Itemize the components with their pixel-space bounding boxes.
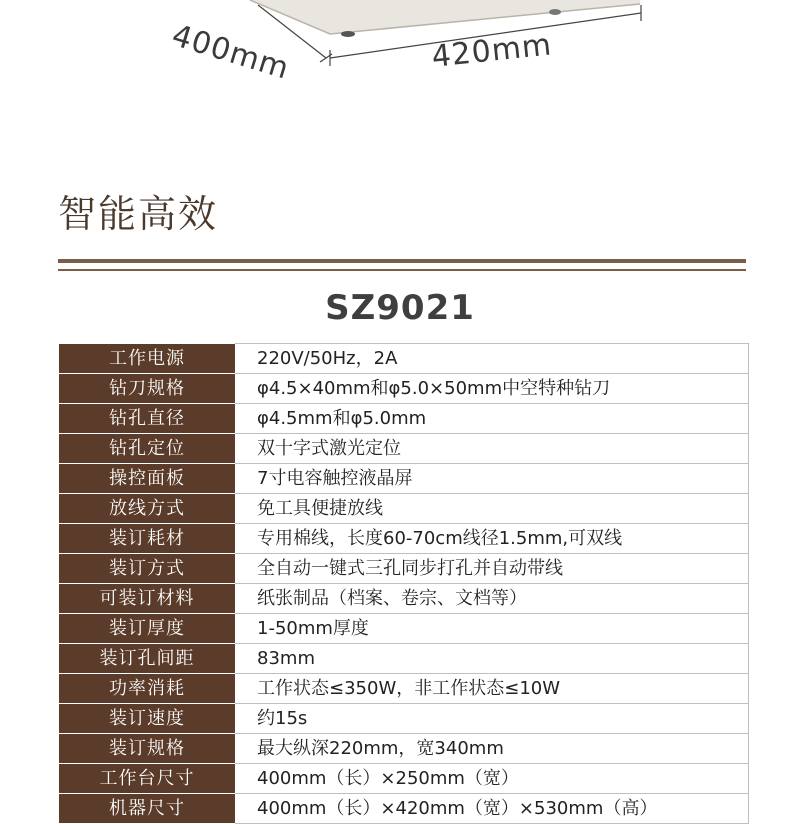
spec-value: 最大纵深220mm，宽340mm (235, 734, 748, 764)
spec-value: 约15s (235, 704, 748, 734)
spec-value: 全自动一键式三孔同步打孔并自动带线 (235, 554, 748, 584)
product-foot (341, 31, 355, 37)
table-row (59, 404, 748, 434)
model-number: SZ9021 (325, 288, 475, 328)
table-row (59, 614, 748, 644)
spec-key: 钻孔直径 (59, 404, 235, 434)
table-row (59, 344, 748, 374)
spec-value: 专用棉线，长度60-70cm线径1.5mm,可双线 (235, 524, 748, 554)
spec-key: 钻孔定位 (59, 434, 235, 464)
spec-value: 工作状态≤350W，非工作状态≤10W (235, 674, 748, 704)
spec-value: 1-50mm厚度 (235, 614, 748, 644)
table-row (59, 674, 748, 704)
spec-value: 400mm（长）×420mm（宽）×530mm（高） (235, 794, 748, 824)
table-row (59, 734, 748, 764)
width-dimension-label: 420mm (430, 27, 554, 75)
table-row (59, 494, 748, 524)
product-base (250, 0, 640, 34)
spec-table (59, 343, 749, 824)
spec-key: 机器尺寸 (59, 794, 235, 824)
spec-key: 钻刀规格 (59, 374, 235, 404)
table-row (59, 434, 748, 464)
dimension-drawing (0, 0, 790, 100)
divider-thick (58, 259, 746, 263)
table-row (59, 554, 748, 584)
spec-key: 装订厚度 (59, 614, 235, 644)
spec-key: 可装订材料 (59, 584, 235, 614)
product-foot (549, 9, 561, 15)
spec-key: 装订速度 (59, 704, 235, 734)
table-row (59, 464, 748, 494)
spec-key: 功率消耗 (59, 674, 235, 704)
spec-key: 装订耗材 (59, 524, 235, 554)
spec-key: 工作电源 (59, 344, 235, 374)
spec-key: 放线方式 (59, 494, 235, 524)
table-row (59, 584, 748, 614)
spec-value: 220V/50Hz，2A (235, 344, 748, 374)
table-row (59, 794, 748, 824)
table-row (59, 764, 748, 794)
spec-key: 装订孔间距 (59, 644, 235, 674)
divider-thin (58, 269, 746, 271)
table-row (59, 374, 748, 404)
spec-value: φ4.5×40mm和φ5.0×50mm中空特种钻刀 (235, 374, 748, 404)
spec-value: 400mm（长）×250mm（宽） (235, 764, 748, 794)
spec-value: φ4.5mm和φ5.0mm (235, 404, 748, 434)
table-row (59, 704, 748, 734)
spec-key: 操控面板 (59, 464, 235, 494)
spec-value: 83mm (235, 644, 748, 674)
spec-value: 7寸电容触控液晶屏 (235, 464, 748, 494)
section-title: 智能高效 (58, 192, 219, 236)
product-dimension-illustration (0, 0, 790, 100)
spec-key: 工作台尺寸 (59, 764, 235, 794)
spec-value: 免工具便捷放线 (235, 494, 748, 524)
spec-key: 装订方式 (59, 554, 235, 584)
spec-value: 双十字式激光定位 (235, 434, 748, 464)
spec-key: 装订规格 (59, 734, 235, 764)
table-row (59, 644, 748, 674)
spec-value: 纸张制品（档案、卷宗、文档等） (235, 584, 748, 614)
table-row (59, 524, 748, 554)
depth-dimension-label: 400mm (167, 18, 294, 87)
